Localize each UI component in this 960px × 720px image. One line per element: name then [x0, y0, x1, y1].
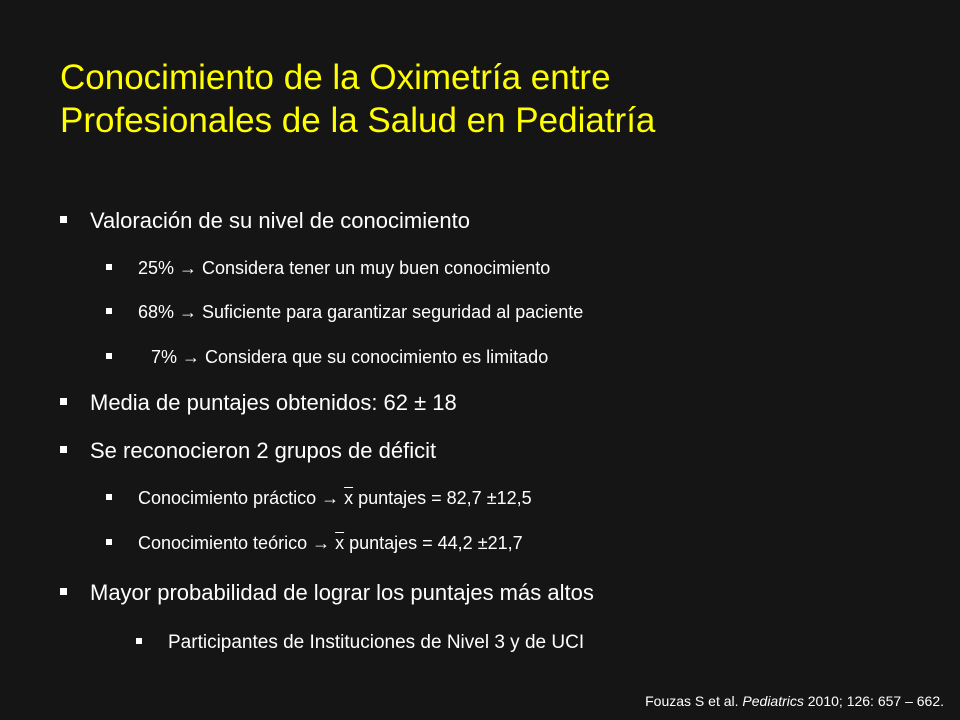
bullet-marker: [106, 264, 112, 270]
bullet-marker: [106, 308, 112, 314]
bullet-higher-scores: [60, 580, 594, 606]
title-line-2: Profesionales de la Salud en Pediatría: [60, 101, 656, 140]
bullet-marker: [60, 588, 67, 595]
bullet-text: Participantes de Instituciones de Nivel 3 y de UCI: [168, 632, 585, 653]
citation-authors: Fouzas S et al.: [645, 693, 743, 709]
bullet-text-suffix: puntajes = 44,2 ±21,7: [344, 533, 523, 553]
subbullet-theoretical-knowledge: [106, 533, 523, 554]
mean-symbol: $\overline{x}$: [335, 533, 345, 553]
bullet-text: Media de puntajes obtenidos: 62 ± 18: [90, 390, 457, 415]
citation-details: 2010; 126: 657 – 662.: [803, 693, 944, 709]
bullet-marker: [106, 539, 112, 545]
bullet-text-suffix: puntajes = 82,7 ±12,5: [353, 488, 532, 508]
bullet-mean-score: [60, 390, 457, 416]
mean-symbol: $\overline{x}$: [344, 488, 354, 508]
title-line-1: Conocimiento de la Oximetría entre: [60, 58, 611, 97]
subbullet-7-percent: [106, 347, 548, 368]
bullet-text: 68% → Suficiente para garantizar seguridad al paciente: [138, 302, 584, 322]
bullet-text: Valoración de su nivel de conocimiento: [90, 208, 470, 233]
subbullet-practical-knowledge: [106, 488, 532, 509]
slide-title: [60, 56, 920, 142]
bullet-text: 7% → Considera que su conocimiento es limitado: [151, 347, 549, 367]
citation-journal: Pediatrics: [742, 693, 804, 709]
bullet-marker: [106, 494, 112, 500]
bullet-deficit-groups: [60, 438, 436, 464]
bullet-text: 25% → Considera tener un muy buen conocimiento: [138, 258, 551, 278]
bullet-text-prefix: Conocimiento práctico →: [138, 488, 345, 508]
bullet-marker: [136, 638, 142, 644]
bullet-text: Se reconocieron 2 grupos de déficit: [90, 438, 437, 463]
bullet-marker: [60, 216, 67, 223]
bullet-text-prefix: Conocimiento teórico →: [138, 533, 336, 553]
subbullet-68-percent: [106, 302, 583, 323]
subbullet-participants: [136, 632, 584, 654]
bullet-marker: [60, 398, 67, 405]
subbullet-25-percent: [106, 258, 550, 279]
citation: [645, 693, 944, 709]
bullet-marker: [106, 353, 112, 359]
bullet-marker: [60, 446, 67, 453]
bullet-text: Mayor probabilidad de lograr los puntajes más altos: [90, 580, 594, 605]
bullet-knowledge-assessment: [60, 208, 470, 234]
